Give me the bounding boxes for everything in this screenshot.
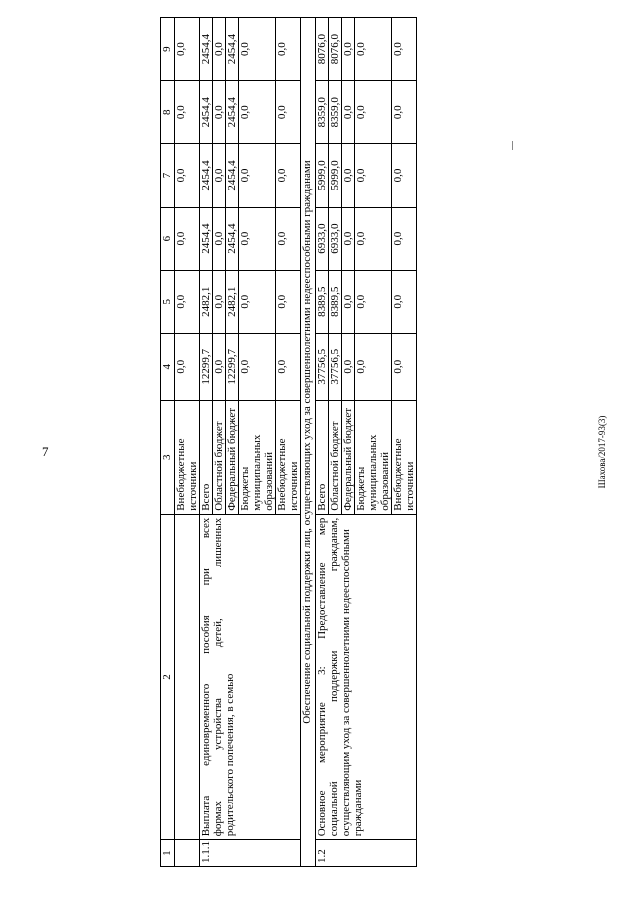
value-cell: 0,0	[342, 333, 355, 400]
item-name-line: Выплата единовременного пособия при всех	[200, 517, 212, 837]
value-cell: 0,0	[239, 333, 276, 400]
source-cell: Внебюджетные источники	[276, 400, 301, 514]
page-number: 7	[42, 444, 49, 459]
value-cell: 0,0	[276, 144, 301, 207]
table-row	[200, 18, 213, 867]
source-cell: Бюджеты муниципальных образований	[355, 400, 392, 514]
row-number-cell: 1.2	[316, 840, 417, 867]
item-name-cell	[200, 514, 301, 840]
value-cell: 2482,1	[226, 270, 239, 333]
source-cell: Внебюджетные источники	[392, 400, 417, 514]
value-cell: 0,0	[175, 18, 200, 81]
value-cell: 6933,0	[329, 207, 342, 270]
value-cell: 12299,7	[226, 333, 239, 400]
value-cell: 2482,1	[200, 270, 213, 333]
item-name-cell	[316, 514, 417, 840]
col-4-header: 4	[161, 333, 175, 400]
value-cell: 0,0	[175, 144, 200, 207]
column-number-row	[161, 18, 175, 867]
table-row	[316, 18, 329, 867]
value-cell: 2454,4	[200, 144, 213, 207]
col-6-header: 6	[161, 207, 175, 270]
value-cell: 8389,5	[329, 270, 342, 333]
source-cell: Внебюджетные источники	[175, 400, 200, 514]
item-name-line: осуществляющим уход за совершеннолетними недееспособными гражданами	[340, 529, 364, 837]
col-9-header: 9	[161, 18, 175, 81]
scan-mark	[512, 141, 513, 150]
item-name-line: родительского попечения, в семью	[224, 673, 236, 837]
value-cell: 0,0	[213, 18, 226, 81]
value-cell: 37756,5	[316, 333, 329, 400]
value-cell: 37756,5	[329, 333, 342, 400]
value-cell: 0,0	[239, 270, 276, 333]
value-cell: 5999,0	[316, 144, 329, 207]
value-cell: 0,0	[276, 207, 301, 270]
value-cell: 0,0	[276, 18, 301, 81]
value-cell: 0,0	[239, 144, 276, 207]
value-cell: 12299,7	[200, 333, 213, 400]
value-cell: 0,0	[213, 270, 226, 333]
value-cell: 6933,0	[316, 207, 329, 270]
section-title: Обеспечение социальной поддержки лиц, осуществляющих уход за совершеннолетними недееспособными гражданами	[301, 18, 316, 867]
col-8-header: 8	[161, 81, 175, 144]
value-cell: 0,0	[175, 333, 200, 400]
financing-table	[160, 17, 417, 867]
value-cell: 0,0	[342, 81, 355, 144]
value-cell: 2454,4	[226, 144, 239, 207]
value-cell: 0,0	[213, 144, 226, 207]
value-cell: 0,0	[239, 18, 276, 81]
value-cell: 5999,0	[329, 144, 342, 207]
col-7-header: 7	[161, 144, 175, 207]
value-cell: 0,0	[355, 81, 392, 144]
source-cell: Федеральный бюджет	[342, 400, 355, 514]
value-cell: 0,0	[175, 81, 200, 144]
item-name-line: Основное мероприятие 3: Предоставление мер	[316, 517, 328, 837]
value-cell: 0,0	[342, 270, 355, 333]
item-name-line: формах устройства детей, лишенных	[212, 517, 224, 837]
row-number-cell	[175, 840, 200, 867]
value-cell: 0,0	[392, 270, 417, 333]
name-cell	[175, 514, 200, 840]
row-number-cell: 1.1.1	[200, 840, 301, 867]
value-cell: 0,0	[276, 81, 301, 144]
value-cell: 8359,0	[316, 81, 329, 144]
value-cell: 2454,4	[200, 207, 213, 270]
value-cell: 2454,4	[226, 18, 239, 81]
value-cell: 0,0	[355, 144, 392, 207]
value-cell: 0,0	[175, 270, 200, 333]
section-row	[301, 18, 316, 867]
source-cell: Всего	[316, 400, 329, 514]
value-cell: 0,0	[239, 81, 276, 144]
value-cell: 0,0	[213, 81, 226, 144]
value-cell: 0,0	[355, 270, 392, 333]
value-cell: 8389,5	[316, 270, 329, 333]
value-cell: 0,0	[175, 207, 200, 270]
source-cell: Областной бюджет	[213, 400, 226, 514]
value-cell: 8076,0	[316, 18, 329, 81]
value-cell: 0,0	[342, 207, 355, 270]
value-cell: 0,0	[342, 144, 355, 207]
col-3-header: 3	[161, 400, 175, 514]
col-5-header: 5	[161, 270, 175, 333]
value-cell: 2454,4	[226, 81, 239, 144]
rotated-table-container	[160, 17, 480, 867]
source-cell: Бюджеты муниципальных образований	[239, 400, 276, 514]
source-cell: Областной бюджет	[329, 400, 342, 514]
value-cell: 0,0	[392, 18, 417, 81]
value-cell: 0,0	[213, 333, 226, 400]
table-row	[175, 18, 200, 867]
value-cell: 8359,0	[329, 81, 342, 144]
source-cell: Всего	[200, 400, 213, 514]
source-cell: Федеральный бюджет	[226, 400, 239, 514]
document-reference: Шахова/2017-93(3)	[597, 415, 607, 489]
value-cell: 0,0	[276, 270, 301, 333]
value-cell: 0,0	[392, 81, 417, 144]
value-cell: 0,0	[213, 207, 226, 270]
value-cell: 2454,4	[200, 18, 213, 81]
value-cell: 0,0	[355, 18, 392, 81]
value-cell: 0,0	[392, 207, 417, 270]
value-cell: 2454,4	[226, 207, 239, 270]
value-cell: 0,0	[276, 333, 301, 400]
col-2-header: 2	[161, 514, 175, 840]
value-cell: 0,0	[355, 333, 392, 400]
value-cell: 2454,4	[200, 81, 213, 144]
value-cell: 0,0	[239, 207, 276, 270]
value-cell: 8076,0	[329, 18, 342, 81]
col-1-header: 1	[161, 840, 175, 867]
value-cell: 0,0	[392, 333, 417, 400]
value-cell: 0,0	[342, 18, 355, 81]
value-cell: 0,0	[392, 144, 417, 207]
value-cell: 0,0	[355, 207, 392, 270]
item-name-line: социальной поддержки гражданам,	[328, 517, 340, 837]
